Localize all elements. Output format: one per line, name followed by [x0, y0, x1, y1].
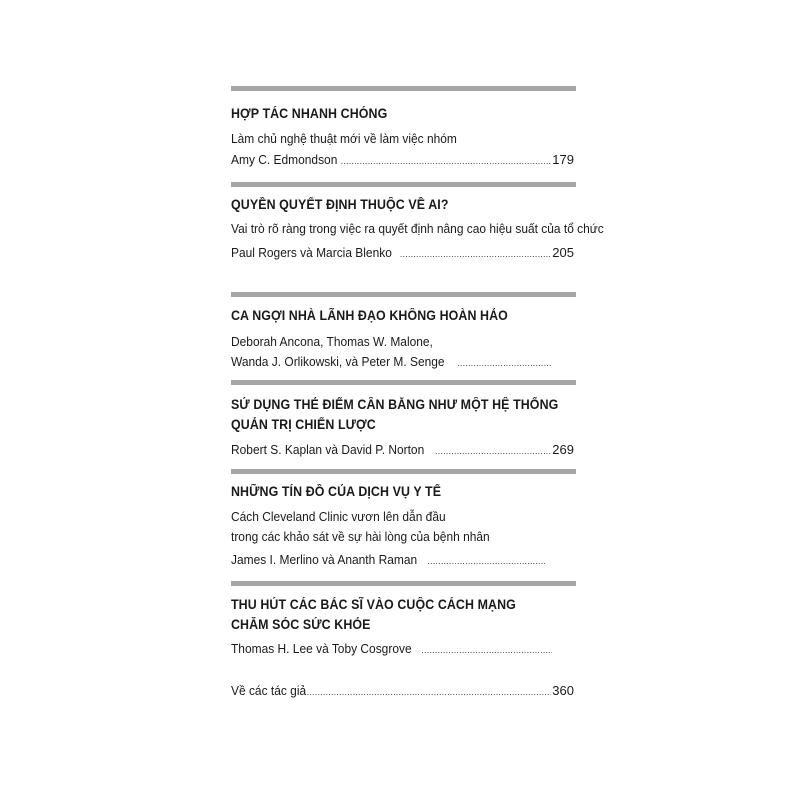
toc-section: [231, 292, 576, 380]
author-name: Paul Rogers và Marcia Blenko: [231, 245, 392, 260]
section-title-line: THU HÚT CÁC BÁC SĨ VÀO CUỘC CÁCH MẠNG: [231, 597, 516, 612]
section-subtitle: trong các khảo sát về sự hài lòng của bệnh nhân: [231, 529, 490, 544]
toc-section: [231, 86, 576, 182]
toc-entry[interactable]: [231, 440, 574, 461]
section-divider: [231, 182, 576, 187]
toc-section: [231, 182, 604, 292]
toc-entry[interactable]: [231, 639, 553, 660]
section-title-line: NHỮNG TÍN ĐỒ CỦA DỊCH VỤ Y TẾ: [231, 484, 442, 499]
author-name: Amy C. Edmondson: [231, 152, 338, 167]
leader-dots: [341, 151, 552, 171]
section-title-line: SỬ DỤNG THẺ ĐIỂM CÂN BẰNG NHƯ MỘT HỆ THỐNG: [231, 397, 559, 412]
footer-label: Về các tác giả: [231, 683, 307, 698]
section-divider: [231, 581, 576, 586]
section-divider: [231, 469, 576, 474]
leader-dots: [421, 640, 552, 660]
page-number: 205: [552, 245, 574, 260]
toc-entry[interactable]: [231, 550, 546, 571]
table-of-contents: [231, 86, 604, 711]
page-number: 360: [552, 683, 574, 698]
toc-entry[interactable]: [231, 352, 553, 373]
section-title-line: QUẢN TRỊ CHIẾN LƯỢC: [231, 417, 376, 432]
section-subtitle: Cách Cleveland Clinic vươn lên dẫn đầu: [231, 509, 446, 524]
author-name: Robert S. Kaplan và David P. Norton: [231, 442, 425, 457]
page-number: 179: [552, 152, 574, 167]
leader-dots: [457, 353, 552, 373]
leader-dots: [400, 244, 551, 264]
section-title-line: HỢP TÁC NHANH CHÓNG: [231, 106, 388, 121]
toc-footer: [231, 681, 576, 711]
section-divider: [231, 86, 576, 91]
section-title-line: CHĂM SÓC SỨC KHỎE: [231, 617, 371, 632]
author-name: Thomas H. Lee và Toby Cosgrove: [231, 641, 412, 656]
author-name: James I. Merlino và Ananth Raman: [231, 552, 418, 567]
leader-dots: [307, 682, 552, 702]
toc-entry[interactable]: [231, 150, 574, 171]
toc-section: [231, 469, 576, 581]
author-name: Wanda J. Orlikowski, và Peter M. Senge: [231, 354, 445, 369]
toc-section: [231, 581, 576, 681]
toc-entry[interactable]: [231, 243, 574, 264]
section-divider: [231, 292, 576, 297]
section-divider: [231, 380, 576, 385]
page-number: 269: [552, 442, 574, 457]
leader-dots: [427, 551, 545, 571]
leader-dots: [435, 441, 551, 461]
section-title: [231, 104, 401, 124]
toc-entry[interactable]: [231, 681, 574, 702]
section-subtitle: Vai trò rõ ràng trong việc ra quyết định nâng cao hiệu suất của tổ chức: [231, 221, 604, 236]
section-title-line: CA NGỢI NHÀ LÃNH ĐẠO KHÔNG HOÀN HẢO: [231, 308, 508, 323]
section-title-line: QUYỀN QUYẾT ĐỊNH THUỘC VỀ AI?: [231, 197, 449, 212]
section-subtitle: Làm chủ nghệ thuật mới về làm việc nhóm: [231, 131, 457, 146]
toc-section: [231, 380, 576, 469]
author-line: Deborah Ancona, Thomas W. Malone,: [231, 334, 433, 349]
